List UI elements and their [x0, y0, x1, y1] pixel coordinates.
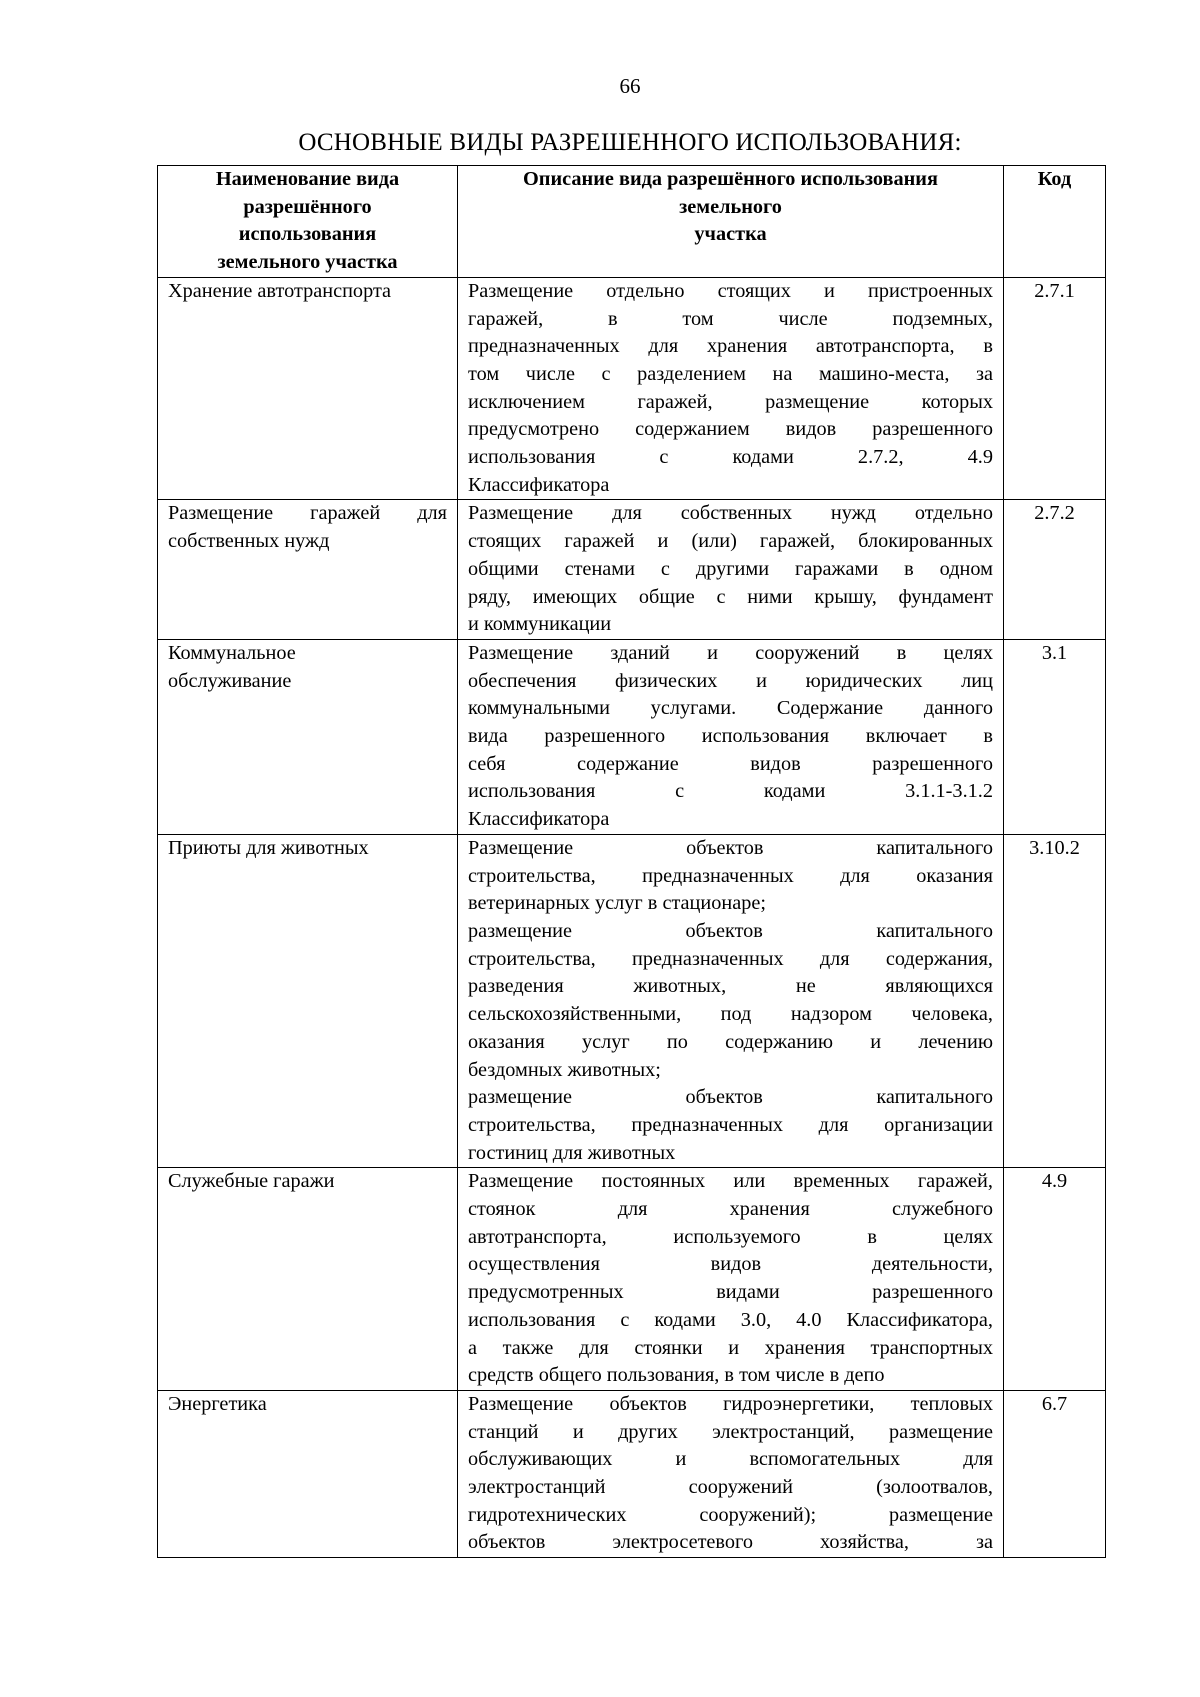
description-line: Размещение объектов капитального	[468, 836, 993, 859]
header-description-line: участка	[694, 223, 767, 246]
description-line: гостиниц для животных	[468, 1141, 676, 1164]
description-line: общими стенами с другими гаражами в одном	[468, 557, 993, 580]
table-row	[158, 277, 1106, 500]
use-name: Энергетика	[168, 1392, 267, 1415]
use-name-cell	[158, 1390, 458, 1557]
description-line: обеспечения физических и юридических лиц	[468, 669, 993, 692]
use-code: 4.9	[1004, 1168, 1106, 1391]
description-line: оказания услуг по содержанию и лечению	[468, 1030, 993, 1053]
header-name-line: разрешённого	[243, 195, 372, 218]
description-line: станций и других электростанций, размещение	[468, 1420, 993, 1443]
description-line: осуществления видов деятельности,	[468, 1253, 993, 1276]
description-line: обслуживающих и вспомогательных для	[468, 1448, 993, 1471]
description-line: гаражей, в том числе подземных,	[468, 307, 993, 330]
use-description-cell	[458, 639, 1004, 834]
description-line: Размещение постоянных или временных гаражей,	[468, 1170, 993, 1193]
description-line: предназначенных для хранения автотранспорта, в	[468, 335, 993, 358]
table-row	[158, 500, 1106, 640]
use-name-cell	[158, 639, 458, 834]
description-line: предусмотренных видами разрешенного	[468, 1281, 993, 1304]
use-name: Служебные гаражи	[168, 1170, 335, 1193]
use-name-cell	[158, 500, 458, 640]
description-line: том числе с разделением на машино-места, за	[468, 362, 993, 385]
use-name: Размещение гаражей для	[168, 502, 447, 525]
description-line: себя содержание видов разрешенного	[468, 752, 993, 775]
use-description-cell	[458, 1390, 1004, 1557]
description-line: предусмотрено содержанием видов разрешенного	[468, 418, 993, 441]
description-line: Размещение для собственных нужд отдельно	[468, 502, 993, 525]
use-description-cell	[458, 1168, 1004, 1391]
use-name-cell	[158, 277, 458, 500]
description-line: средств общего пользования, в том числе в депо	[468, 1364, 885, 1387]
header-code: Код	[1004, 166, 1106, 278]
description-line: Классификатора	[468, 808, 610, 831]
use-name: обслуживание	[168, 669, 292, 692]
use-name: Коммунальное	[168, 641, 296, 664]
description-line: объектов электросетевого хозяйства, за	[468, 1531, 993, 1554]
description-line: ветеринарных услуг в стационаре;	[468, 892, 767, 915]
description-line: а также для стоянки и хранения транспортных	[468, 1336, 993, 1359]
description-line: сельскохозяйственными, под надзором человека,	[468, 1003, 993, 1026]
header-name-line: земельного участка	[217, 251, 398, 274]
description-line: Размещение отдельно стоящих и пристроенных	[468, 279, 993, 302]
description-line: бездомных животных;	[468, 1058, 661, 1081]
use-description-cell	[458, 500, 1004, 640]
use-name-cell	[158, 834, 458, 1167]
use-code: 3.1	[1004, 639, 1106, 834]
use-code: 2.7.1	[1004, 277, 1106, 500]
description-line: Размещение объектов гидроэнергетики, тепловых	[468, 1392, 993, 1415]
header-name-line: использования	[238, 223, 377, 246]
header-name-line: Наименование вида	[215, 168, 400, 190]
description-line: строительства, предназначенных для оказания	[468, 864, 993, 887]
header-name	[158, 166, 458, 278]
description-line: строительства, предназначенных для содержания,	[468, 947, 993, 970]
description-line: стоящих гаражей и (или) гаражей, блокированных	[468, 530, 993, 553]
description-line: Размещение зданий и сооружений в целях	[468, 641, 993, 664]
use-name: собственных нужд	[168, 530, 330, 553]
description-line: Классификатора	[468, 473, 610, 496]
page-title: ОСНОВНЫЕ ВИДЫ РАЗРЕШЕННОГО ИСПОЛЬЗОВАНИЯ:	[298, 129, 962, 156]
description-line: коммунальными услугами. Содержание данного	[468, 697, 993, 720]
use-description-cell	[458, 277, 1004, 500]
table-header-row	[158, 166, 1106, 278]
description-line: электростанций сооружений (золоотвалов,	[468, 1476, 993, 1499]
use-name-cell	[158, 1168, 458, 1391]
description-line: размещение объектов капитального	[468, 919, 993, 942]
header-description	[458, 166, 1004, 278]
description-line: использования с кодами 2.7.2, 4.9	[468, 446, 993, 469]
use-description-cell	[458, 834, 1004, 1167]
description-line: вида разрешенного использования включает в	[468, 725, 993, 748]
description-line: и коммуникации	[468, 613, 612, 636]
header-description-line: Описание вида разрешённого использования	[523, 168, 938, 190]
description-line: размещение объектов капитального	[468, 1086, 993, 1109]
description-line: автотранспорта, используемого в целях	[468, 1225, 993, 1248]
land-use-table	[157, 165, 1106, 1558]
use-name: Хранение автотранспорта	[168, 279, 392, 302]
description-line: стоянок для хранения служебного	[468, 1198, 993, 1221]
header-description-line: земельного	[679, 195, 782, 218]
use-code: 3.10.2	[1004, 834, 1106, 1167]
page-number: 66	[619, 74, 641, 98]
description-line: разведения животных, не являющихся	[468, 975, 993, 998]
table-row	[158, 1168, 1106, 1391]
description-line: исключением гаражей, размещение которых	[468, 390, 993, 413]
description-line: использования с кодами 3.0, 4.0 Классификатора,	[468, 1308, 993, 1331]
description-line: гидротехнических сооружений); размещение	[468, 1503, 993, 1526]
table-row	[158, 1390, 1106, 1557]
description-line: ряду, имеющих общие с ними крышу, фундамент	[468, 585, 993, 608]
table-row	[158, 834, 1106, 1167]
use-code: 6.7	[1004, 1390, 1106, 1557]
description-line: использования с кодами 3.1.1-3.1.2	[468, 780, 993, 803]
table-row	[158, 639, 1106, 834]
description-line: строительства, предназначенных для организации	[468, 1113, 993, 1136]
use-code: 2.7.2	[1004, 500, 1106, 640]
use-name: Приюты для животных	[168, 836, 369, 859]
